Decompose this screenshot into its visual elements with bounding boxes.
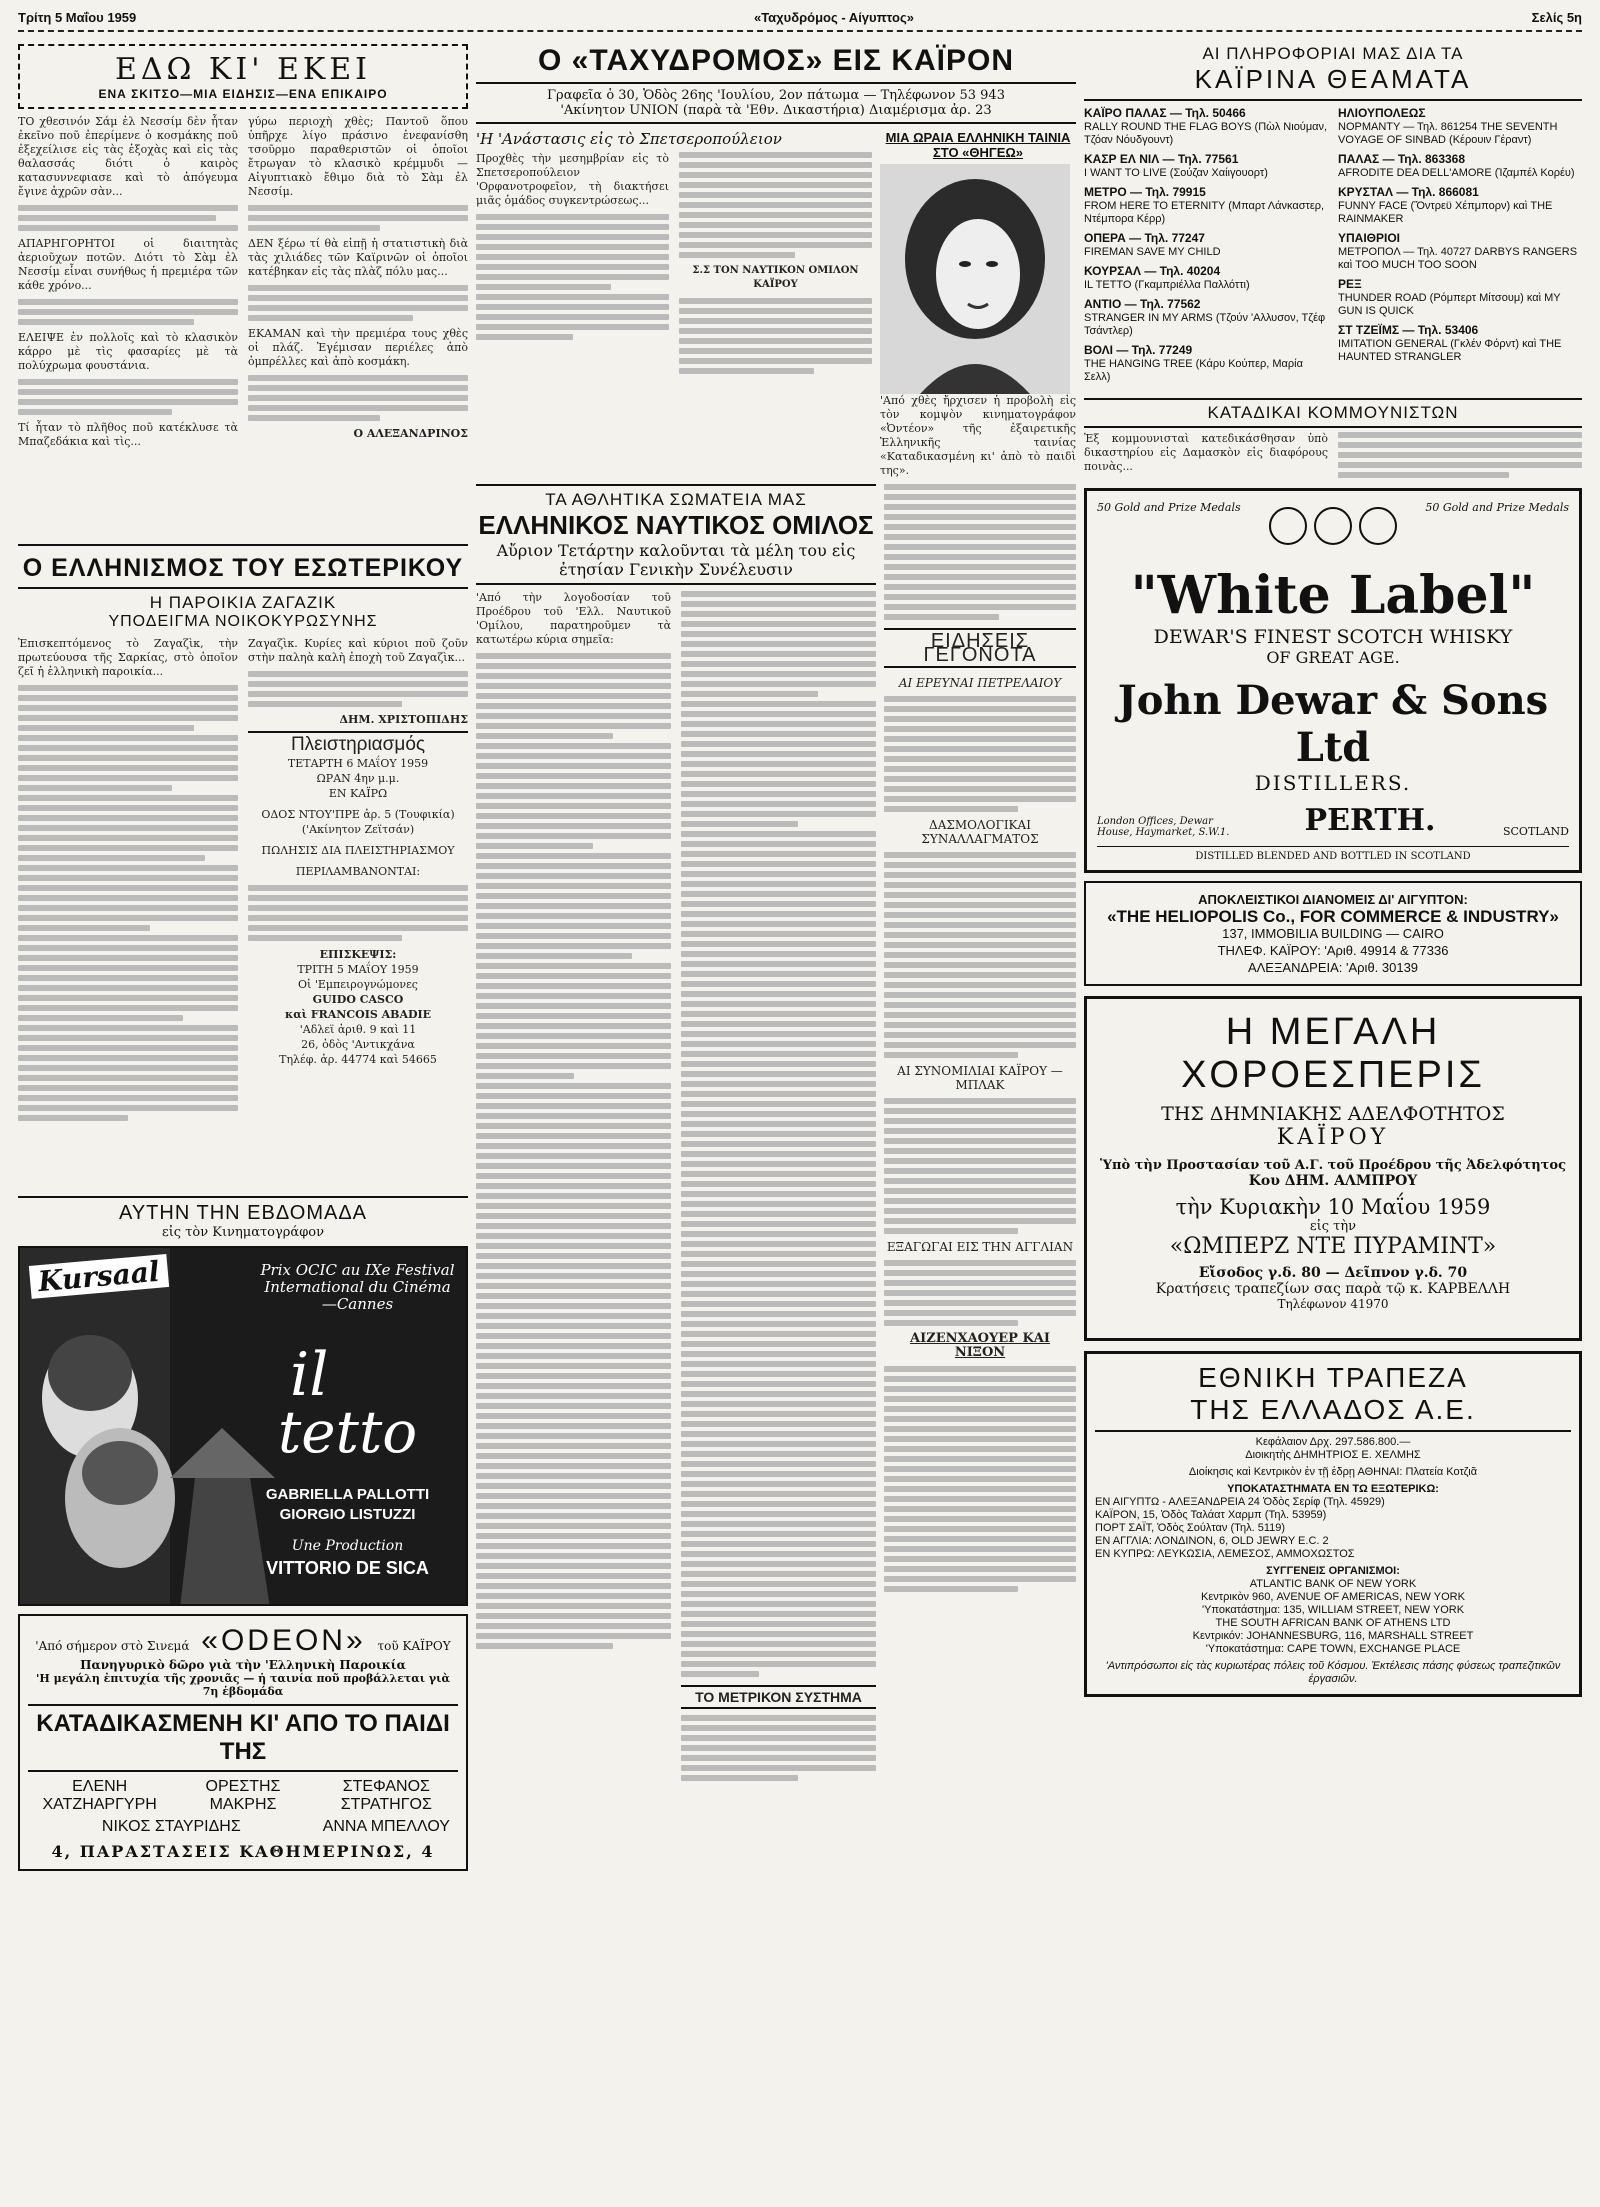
header-page: Σελίς 5η	[1531, 10, 1582, 25]
medals-icon	[1263, 501, 1403, 551]
cinema-listing	[1084, 186, 1328, 226]
anastasis-paragraph: Προχθὲς τὴν μεσημβρίαν εἰς τὸ Σπετσεροπούλειον 'Ορφανοτροφεῖον, τὴ διακτήσει μιᾶς ὁμάδος συγκεντρώσεως...	[476, 152, 669, 207]
odeon-line-2: Πανηγυρικὸ δῶρο γιὰ τὴν 'Ελληνικὴ Παροικία	[80, 1658, 406, 1672]
film-body	[880, 164, 1076, 478]
text-placeholder	[884, 696, 1076, 812]
text-placeholder	[1338, 432, 1582, 478]
distributors-address: 137, IMMOBILIA BUILDING — CAIRO	[1222, 926, 1444, 941]
dewar-distillers: DISTILLERS.	[1254, 771, 1412, 795]
edo-paragraph: ΕΛΕΙΨΕ ἐν πολλοῖς καὶ τὸ κλασικὸν κάρρο μὲ τὶς φασαρίες μὲ τὰ πολύχρωμα φουστάνια.	[18, 331, 238, 372]
text-placeholder	[18, 685, 238, 1121]
distributors-company: «THE HELIOPOLIS Co., FOR COMMERCE & INDUSTRY»	[1107, 907, 1559, 926]
dance-title: Η ΜΕΓΑΛΗ	[1225, 1011, 1441, 1053]
sports-kicker: ΤΑ ΑΘΛΗΤΙΚΑ ΣΩΜΑΤΕΙΑ ΜΑΣ	[545, 490, 807, 509]
text-placeholder	[248, 375, 468, 421]
auction-time: ΩΡΑΝ 4ην μ.μ.	[316, 772, 400, 785]
communists-body	[1084, 432, 1582, 478]
text-placeholder	[679, 152, 872, 258]
anastasis-title: 'Η 'Ανάστασις εἰς τὸ Σπετσεροπούλειον	[476, 130, 782, 148]
visit-label: ΕΠΙΣΚΕΨΙΣ:	[319, 948, 397, 961]
text-placeholder	[884, 1260, 1076, 1326]
dance-ad	[1084, 996, 1582, 1341]
distributors-phone-2: ΑΛΕΞΑΝΔΡΕΙΑ: 'Αριθ. 30139	[1247, 960, 1419, 975]
cinema-listing	[1338, 324, 1582, 364]
bank-affiliate: 'Υποκατάστημα: CAPE TOWN, EXCHANGE PLACE	[1205, 1643, 1461, 1655]
cinema-listing	[1084, 265, 1328, 292]
hellenism-subtitle-2: ΥΠΟΔΕΙΓΜΑ ΝΟΙΚΟΚΥΡΩΣΥΝΗΣ	[108, 613, 378, 630]
dance-phone: Τηλέφωνον 41970	[1277, 1297, 1389, 1311]
text-placeholder	[248, 671, 468, 707]
bank-title: ΕΘΝΙΚΗ ΤΡΑΠΕΖΑ	[1198, 1362, 1468, 1393]
hellenism-paragraph: Ἐπισκεπτόμενος τὸ Ζαγαζὶκ, τὴν πρωτεύουσα τῆς Σαρκίας, στὸ ὁποῖον ζεῖ ἡ ἑλληνικὴ παροικία...	[18, 637, 238, 678]
edo-paragraph: ΑΠΑΡΗΓΟΡΗΤΟΙ οἱ διαιτητὰς ἀεριοῦχων ποτῶν. Διότι τὸ Σὰμ ἐλ Νεσσίμ εἶναι συνήθως ἡ πρεμιέρα τῶν κάθε χρόνο...	[18, 237, 238, 292]
communists-title: ΚΑΤΑΔΙΚΑΙ ΚΟΜΜΟΥΝΙΣΤΩΝ	[1084, 398, 1582, 428]
cinema-film: RALLY ROUND THE FLAG BOYS (Πὼλ Νιούμαν, Τζόαν Νόυδγουντ)	[1084, 121, 1328, 146]
dewar-bottled: DISTILLED BLENDED AND BOTTLED IN SCOTLAND	[1097, 846, 1569, 862]
auction-address-2: ('Ακίνητον Ζεϊτσάν)	[301, 823, 415, 836]
cinema-name: ΡΕΞ	[1338, 277, 1362, 291]
bank-branch: ΕΝ ΑΙΓΥΠΤΩ - ΑΛΕΞΑΝΔΡΕΙΑ 24 Ὁδὸς Σερίφ (Τηλ. 45929)	[1095, 1496, 1385, 1508]
news-subheading: ΑΙ ΣΥΝΟΜΙΛΙΑΙ ΚΑΪΡΟΥ — ΜΠΛΑΚ	[897, 1064, 1063, 1092]
cinema-film: IL TETTO (Γκαμπριέλλα Παλλόττι)	[1084, 279, 1250, 291]
cairo-office-2: 'Ακίνητον UNION (παρὰ τὰ 'Εθν. Δικαστήρια) Διαμέρισμα ἀρ. 23	[476, 103, 1076, 124]
bank-affiliate: Κεντρικὸν 960, AVENUE OF AMERICAS, NEW YORK	[1201, 1591, 1465, 1603]
info-title-2: ΚΑΪΡΙΝΑ ΘΕΑΜΑΤΑ	[1084, 64, 1582, 101]
text-placeholder	[476, 653, 671, 1649]
cinema-name: ΚΑΪΡΟ ΠΑΛΑΣ — Τηλ. 50466	[1084, 106, 1246, 120]
bank-affiliate: ATLANTIC BANK OF NEW YORK	[1249, 1578, 1417, 1590]
cairo-title: Ο «ΤΑΧΥΔΡΟΜΟΣ» ΕΙΣ ΚΑΪΡΟΝ	[476, 44, 1076, 84]
auction-sale: ΠΩΛΗΣΙΣ ΔΙΑ ΠΛΕΙΣΤΗΡΙΑΣΜΟΥ	[261, 844, 455, 857]
edo-paragraph: γύρω περιοχὴ χθὲς; Παντοῦ ὅπου ὑπῆρχε λίγο πράσινο ἐνεφανίσθη τσοῦρμο παραθεριστῶν οἱ ὁποῖοι ἔτρωγαν τὸ κλασικὸ κρέμμυδι — Αἰγυπτιακὸ ἔθιμο διὰ τὸ Σὰμ ἐλ Νεσσίμ.	[248, 115, 468, 198]
bank-capital: Κεφάλαιον Δρχ. 297.586.800.—	[1255, 1436, 1411, 1448]
news-subheading: ΑΙ ΕΡΕΥΝΑΙ ΠΕΤΡΕΛΑΙΟΥ	[898, 676, 1062, 690]
text-placeholder	[18, 379, 238, 415]
cast-member: ΑΝΝΑ ΜΠΕΛΛΟΥ	[322, 1818, 450, 1835]
text-placeholder	[884, 1098, 1076, 1234]
cinema-name: ΜΕΤΡΟ — Τηλ. 79915	[1084, 185, 1206, 199]
header-paper: «Ταχυδρόμος - Αίγυπτος»	[753, 10, 914, 25]
edo-paragraph: ΤΟ χθεσινόν Σάμ ἐλ Νεσσίμ δὲν ἦταν ἐκεῖνο ποῦ ἐπερίμενε ὁ κοσμάκης ποῦ ἐξεχείλισε εἰς τὰς ἐξοχὰς καὶ εἰς τὰς θαλασσάς διότι ὁ καιρὸς κατασυννεφιασε καὶ τὸ ἀπόγευμα ἔγινε ἀχρῶν σὰν...	[18, 115, 238, 198]
metric-title: ΤΟ ΜΕΤΡΙΚΟΝ ΣΥΣΤΗΜΑ	[681, 1685, 876, 1709]
poster-production: Une Production	[291, 1538, 404, 1554]
text-placeholder	[248, 885, 468, 941]
dance-place: «ΩΜΠΕΡΖ ΝΤΕ ΠΥΡΑΜΙΝΤ»	[1169, 1234, 1497, 1259]
cinema-film: IMITATION GENERAL (Γκλέν Φόρντ) καὶ THE HAUNTED STRANGLER	[1338, 338, 1562, 363]
visit-date: ΤΡΙΤΗ 5 ΜΑΐΟΥ 1959	[297, 963, 419, 976]
dance-date: τὴν Κυριακὴν 10 Μαΐου 1959	[1175, 1195, 1491, 1219]
cinema-listing	[1338, 186, 1582, 226]
cinema-name: ΚΑΣΡ ΕΛ ΝΙΛ — Τηλ. 77561	[1084, 152, 1239, 166]
text-placeholder	[18, 299, 238, 325]
visit-name: GUIDO CASCO	[312, 993, 404, 1006]
dewar-london: London Offices, Dewar House, Haymarket, S.W.1.	[1097, 816, 1230, 838]
cinema-film: ΝΟΡΜΑΝΤΥ — Τηλ. 861254 THE SEVENTH VOYAGE OF SINBAD (Κέρουιν Γέραντ)	[1338, 121, 1558, 146]
bank-title-2: ΤΗΣ ΕΛΛΑΔΟΣ Α.Ε.	[1095, 1394, 1571, 1432]
poster-director: VITTORIO DE SICA	[266, 1558, 429, 1578]
bank-branch: ΕΝ ΚΥΠΡΩ: ΛΕΥΚΩΣΙΑ, ΛΕΜΕΣΟΣ, ΑΜΜΟΧΩΣΤΟΣ	[1095, 1548, 1355, 1560]
dance-organizer-2: ΚΑΪΡΟΥ	[1276, 1125, 1390, 1150]
cinema-listing	[1338, 153, 1582, 180]
odeon-name: «ODEON»	[201, 1624, 366, 1657]
cinema-film: THUNDER ROAD (Ρόμπερτ Μίτσουμ) καὶ MY GUN IS QUICK	[1338, 292, 1561, 317]
cinema-name: ΣΤ ΤΖΕΪΜΣ — Τηλ. 53406	[1338, 323, 1479, 337]
cast-member: ΟΡΕΣΤΗΣ ΜΑΚΡΗΣ	[205, 1778, 281, 1813]
text-placeholder	[18, 205, 238, 231]
dewar-age: OF GREAT AGE.	[1266, 648, 1400, 667]
cinema-listing	[1338, 278, 1582, 318]
cinema-name: ΑΝΤΙΟ — Τηλ. 77562	[1084, 297, 1201, 311]
odeon-post: τοῦ ΚΑΪΡΟΥ	[377, 1639, 451, 1653]
bank-director: Διοικητὴς ΔΗΜΗΤΡΙΟΣ Ε. ΧΕΛΜΗΣ	[1245, 1449, 1421, 1461]
poster-title-1: il	[290, 1340, 329, 1410]
dance-title-2: ΧΟΡΟΕΣΠΕΡΙΣ	[1181, 1054, 1485, 1096]
visit-name-2: καὶ FRANCOIS ABADIE	[284, 1008, 432, 1021]
odeon-pre: 'Από σήμερον στὸ Σινεμά	[35, 1639, 190, 1653]
edo-title: ΕΔΩ ΚΙ' ΕΚΕΙ	[114, 52, 372, 87]
hellenism-paragraph: Ζαγαζὶκ. Κυρίες καὶ κύριοι ποῦ ζοῦν στὴν παληὰ καλὴ ἐποχὴ τοῦ Ζαγαζὶκ...	[248, 637, 468, 664]
dewar-city: PERTH.	[1304, 803, 1436, 838]
text-placeholder	[681, 591, 876, 1677]
bank-footer: 'Αντιπρόσωποι εἰς τὰς κυριωτέρας πόλεις τοῦ Κόσμου. Ἐκτέλεσις πάσης φύσεως τραπεζιτικῶν ἐργασιῶν.	[1105, 1660, 1561, 1685]
film-paragraph: 'Από χθὲς ἤρχισεν ἡ προβολὴ εἰς τὸν κομψὸν κινηματογράφον «Ὀντέον» τῆς ἐξαιρετικῆς Ἑλληνικῆς ταινίας «Καταδικασμένη κι' ἀπὸ τὸ παιδὶ της».	[880, 394, 1076, 477]
cinema-film: FUNNY FACE (Ὄντρεϋ Χέπμπορν) καὶ THE RAINMAKER	[1338, 200, 1553, 225]
bank-affiliate: 'Υποκατάστημα: 135, WILLIAM STREET, NEW YORK	[1201, 1604, 1465, 1616]
hellenism-signature: ΔΗΜ. ΧΡΙΣΤΟΠΙΔΗΣ	[339, 713, 468, 726]
dance-patron: Ὑπὸ τὴν Προστασίαν τοῦ Α.Γ. τοῦ Προέδρου τῆς Ἀδελφότητος	[1099, 1158, 1567, 1173]
odeon-line-1	[28, 1624, 458, 1658]
news-title: ΕΙΔΗΣΕΙΣ ΓΕΓΟΝΟΤΑ	[884, 628, 1076, 668]
dewar-company: John Dewar & Sons Ltd	[1117, 677, 1549, 771]
odeon-line-3: 'Η μεγάλη ἐπιτυχία τῆς χρονιᾶς — ἡ ταινία ποῦ προβάλλεται γιὰ 7η ἑβδομάδα	[36, 1672, 450, 1698]
sports-body	[476, 591, 876, 1781]
distributors-title: ΑΠΟΚΛΕΙΣΤΙΚΟΙ ΔΙΑΝΟΜΕΙΣ ΔΙ' ΑΙΓΥΠΤΟΝ:	[1198, 892, 1468, 907]
odeon-film-title: ΚΑΤΑΔΙΚΑΣΜΕΝΗ ΚΙ' ΑΠΟ ΤΟ ΠΑΙΔΙ ΤΗΣ	[28, 1704, 458, 1772]
cinema-listing	[1084, 344, 1328, 384]
medals-left: 50 Gold and Prize Medals	[1097, 501, 1241, 514]
news-subheading: ΕΞΑΓΩΓΑΙ ΕΙΣ ΤΗΝ ΑΓΓΛΙΑΝ	[886, 1240, 1074, 1254]
il-tetto-poster	[18, 1246, 468, 1606]
bank-affiliate: THE SOUTH AFRICAN BANK OF ATHENS LTD	[1215, 1617, 1451, 1629]
distributors-box	[1084, 881, 1582, 986]
dewar-tagline: DEWAR'S FINEST SCOTCH WHISKY	[1153, 626, 1513, 648]
dewar-brand: "White Label"	[1130, 565, 1536, 626]
communists-paragraph: Ἐξ κομμουνισταὶ κατεδικάσθησαν ὑπὸ δικαστηρίου εἰς Δαμασκὸν εἰς διαφόρους ποινὰς...	[1084, 432, 1328, 473]
dance-reserve: Κρατήσεις τραπεζίων σας παρὰ τῷ κ. ΚΑΡΒΕΛΛΗ	[1155, 1281, 1511, 1297]
film-title: ΜΙΑ ΩΡΑΙΑ ΕΛΛΗΝΙΚΗ ΤΑΙΝΙΑ ΣΤΟ «ΘΗΓΕΩ»	[885, 130, 1071, 160]
cinema-film: AFRODITE DEA DELL'AMORE (Ἰζαμπέλ Κορέυ)	[1338, 167, 1575, 179]
hellenism-body	[18, 637, 468, 1192]
auction-address: ΟΔΟΣ ΝΤΟΥ'ΠΡΕ ἀρ. 5 (Τουφικία)	[261, 808, 455, 821]
week-title: ΑΥΤΗΝ ΤΗΝ ΕΒΔΟΜΑΔΑ	[118, 1202, 368, 1224]
cinema-film: FIREMAN SAVE MY CHILD	[1084, 246, 1221, 258]
edo-paragraph: ΕΚΑΜΑΝ καὶ τὴν πρεμιέρα τους χθὲς οἱ πλάζ. Ἐγέμισαν περιέλες ἀπὸ ὁμπρέλλες καὶ ἀπὸ κοσμάκη.	[248, 327, 468, 368]
odeon-ad	[18, 1614, 468, 1871]
dance-patron-2: Κου ΔΗΜ. ΑΛΜΠΡΟΥ	[1248, 1173, 1418, 1189]
actress-photo	[880, 164, 1070, 394]
dance-organizer: ΤΗΣ ΔΗΜΝΙΑΚΗΣ ΑΔΕΛΦΟΤΗΤΟΣ	[1161, 1103, 1505, 1125]
dewar-ad	[1084, 488, 1582, 873]
anastasis-body	[476, 152, 872, 374]
poster-kursaal: Kursaal	[29, 1254, 169, 1299]
edo-signature: Ο ΑΛΕΞΑΝΔΡΙΝΟΣ	[353, 427, 468, 440]
cinema-listings	[1084, 107, 1582, 390]
poster-actor-1: GABRIELLA PALLOTTI	[265, 1486, 430, 1503]
cast-member: ΝΙΚΟΣ ΣΤΑΥΡΙΔΗΣ	[101, 1818, 241, 1835]
text-placeholder	[248, 205, 468, 231]
auction-contains: ΠΕΡΙΛΑΜΒΑΝΟΝΤΑΙ:	[295, 865, 421, 878]
cinema-name: ΟΠΕΡΑ — Τηλ. 77247	[1084, 231, 1205, 245]
auction-notice	[248, 734, 468, 1067]
column-middle	[476, 44, 1076, 2197]
hellenism-subtitle: Η ΠΑΡΟΙΚΙΑ ΖΑΓΑΖΙΚ	[149, 593, 337, 612]
auction-place: ΕΝ ΚΑΪΡΩ	[328, 787, 388, 800]
sports-paragraph: 'Από τὴν λογοδοσίαν τοῦ Προέδρου τοῦ 'Ελλ. Ναυτικοῦ 'Ομίλου, παρατηροῦμεν τὰ κατωτέρω κύρια σημεῖα:	[476, 591, 671, 646]
hellenism-title: Ο ΕΛΛΗΝΙΣΜΟΣ ΤΟΥ ΕΣΩΤΕΡΙΚΟΥ	[18, 550, 468, 589]
bank-ad	[1084, 1351, 1582, 1697]
poster-title-2: tetto	[278, 1398, 418, 1466]
bank-branch: ΕΝ ΑΓΓΛΙΑ: ΛΟΝΔΙΝΟΝ, 6, OLD JEWRY E.C. 2	[1095, 1535, 1329, 1547]
column-right	[1084, 44, 1582, 2197]
visit-address: 'Αδλεϊ ἀριθ. 9 καὶ 11	[299, 1023, 417, 1036]
edo-paragraph: Τί ἦταν τὸ πλῆθος ποῦ κατέκλυσε τὰ Μπαζεδάκια καὶ τὶς...	[18, 421, 238, 448]
bank-branch: ΠΟΡΤ ΣΑΪΤ, Ὁδὸς Σούλταν (Τηλ. 5119)	[1095, 1522, 1286, 1534]
dance-place-pre: εἰς τὴν	[1309, 1219, 1357, 1234]
text-placeholder	[681, 1715, 876, 1781]
odeon-shows: 4, ΠΑΡΑΣΤΑΣΕΙΣ ΚΑΘΗΜΕΡΙΝΩΣ, 4	[51, 1842, 435, 1861]
medals-right: 50 Gold and Prize Medals	[1425, 501, 1569, 514]
nautical-kicker: Σ.Σ ΤΟΝ ΝΑΥΤΙΚΟΝ ΟΜΙΛΟΝ ΚΑΪΡΟΥ	[692, 265, 859, 290]
edo-body	[18, 115, 468, 540]
dewar-country: SCOTLAND	[1502, 825, 1569, 838]
week-subtitle: εἰς τὸν Κινηματογράφον	[161, 1225, 325, 1240]
poster-prize: Prix OCIC au IXe Festival International du Cinéma—Cannes	[260, 1261, 455, 1313]
cinema-listing	[1338, 232, 1582, 272]
auction-date: ΤΕΤΑΡΤΗ 6 ΜΑΐΟΥ 1959	[287, 757, 429, 770]
cairo-office: Γραφεῖα ὁ 30, Ὁδὸς 26ης 'Ιουλίου, 2ον πάτωμα — Τηλέφωνον 53 943	[547, 88, 1005, 103]
visit-who: Οἱ 'Εμπειρογνώμονες	[298, 978, 418, 991]
cinema-name: ΥΠΑΙΘΡΙΟΙ	[1338, 231, 1401, 245]
cast-member: ΕΛΕΝΗ ΧΑΤΖΗΑΡΓΥΡΗ	[42, 1778, 157, 1813]
edo-paragraph: ΔΕΝ ξέρω τί θὰ εἰπῇ ἡ στατιστικὴ διὰ τὰς χιλιάδες τῶν Καϊρινῶν οἱ ὁποῖοι κατέβηκαν εἰς τὰς πλὰζ πόλυ μας...	[248, 237, 468, 278]
bank-affiliate: Κεντρικόν: JOHANNESBURG, 116, MARSHALL STREET	[1192, 1630, 1474, 1642]
cinema-name: ΒΟΛΙ — Τηλ. 77249	[1084, 343, 1193, 357]
cinema-film: STRANGER IN MY ARMS (Τζούν 'Αλλυσον, Τζέφ Τσάντλερ)	[1084, 312, 1326, 337]
bank-affiliates-title: ΣΥΓΓΕΝΕΙΣ ΟΡΓΑΝΙΣΜΟΙ:	[1266, 1565, 1400, 1577]
auction-title: Πλειστηριασμός	[290, 734, 426, 755]
cinema-listing	[1084, 298, 1328, 338]
news-subheading: ΔΑΣΜΟΛΟΓΙΚΑΙ ΣΥΝΑΛΛΑΓΜΑΤΟΣ	[921, 818, 1039, 846]
cinema-name: ΠΑΛΑΣ — Τηλ. 863368	[1338, 152, 1466, 166]
odeon-cast	[28, 1778, 458, 1836]
poster-actor-2: GIORGIO LISTUZZI	[279, 1506, 416, 1523]
cinema-film: I WANT TO LIVE (Σούζαν Χαίιγουορτ)	[1084, 167, 1268, 179]
cinema-film: ΜΕΤΡΟΠΟΛ — Τηλ. 40727 DARBYS RANGERS καὶ TOO MUCH TOO SOON	[1338, 246, 1578, 271]
header-date: Τρίτη 5 Μαΐου 1959	[18, 10, 137, 25]
text-placeholder	[476, 214, 669, 340]
cinema-listing	[1338, 107, 1582, 147]
cinema-film: THE HANGING TREE (Κάρυ Κούπερ, Μαρία Σελλ)	[1084, 358, 1303, 383]
text-placeholder	[679, 298, 872, 374]
cinema-listing	[1084, 107, 1328, 147]
cinema-film: FROM HERE TO ETERNITY (Μπαρτ Λάνκαστερ, Ντέμπορα Κέρρ)	[1084, 200, 1325, 225]
cinema-name: ΗΛΙΟΥΠΟΛΕΩΣ	[1338, 106, 1426, 120]
text-placeholder	[884, 1366, 1076, 1592]
sports-subtitle: Αὔριον Τετάρτην καλοῦνται τὰ μέλη του εἰς ἐτησίαν Γενικὴν Συνέλευσιν	[496, 541, 856, 579]
cast-member: ΣΤΕΦΑΝΟΣ ΣΤΡΑΤΗΓΟΣ	[340, 1778, 432, 1813]
text-placeholder	[884, 852, 1076, 1058]
cinema-name: ΚΟΥΡΣΑΛ — Τηλ. 40204	[1084, 264, 1221, 278]
page-header	[18, 10, 1582, 32]
visit-address-2: 26, ὁδὸς 'Αντικχάνα	[301, 1038, 415, 1051]
cinema-listing	[1084, 153, 1328, 180]
text-placeholder	[884, 484, 1076, 620]
edo-box	[18, 44, 468, 109]
visit-phone: Τηλέφ. ἀρ. 44774 καὶ 54665	[279, 1053, 437, 1066]
column-left	[18, 44, 468, 2197]
bank-branch: ΚΑΪΡΟΝ, 15, Ὁδὸς Ταλάατ Χαρμπ (Τηλ. 53959)	[1095, 1509, 1327, 1521]
sports-title: ΕΛΛΗΝΙΚΟΣ ΝΑΥΤΙΚΟΣ ΟΜΙΛΟΣ	[478, 510, 874, 540]
edo-subtitle: ΕΝΑ ΣΚΙΤΣΟ—ΜΙΑ ΕΙΔΗΣΙΣ—ΕΝΑ ΕΠΙΚΑΙΡΟ	[98, 87, 388, 101]
distributors-phone: ΤΗΛΕΦ. ΚΑΪΡΟΥ: 'Αριθ. 49914 & 77336	[1217, 943, 1449, 958]
bank-hq: Διοίκησις καὶ Κεντρικὸν ἐν τῇ ἑδρῃ ΑΘΗΝΑΙ: Πλατεία Κοτζιᾶ	[1188, 1466, 1478, 1478]
info-title: ΑΙ ΠΛΗΡΟΦΟΡΙΑΙ ΜΑΣ ΔΙΑ ΤΑ	[1202, 44, 1464, 63]
cinema-name: ΚΡΥΣΤΑΛ — Τηλ. 866081	[1338, 185, 1479, 199]
cinema-listing	[1084, 232, 1328, 259]
news-subheading: ΑΙΖΕΝΧΑΟΥΕΡ ΚΑΙ ΝΙΞΟΝ	[910, 1331, 1050, 1360]
bank-branches-title: ΥΠΟΚΑΤΑΣΤΗΜΑΤΑ ΕΝ ΤΩ ΕΞΩΤΕΡΙΚΩ:	[1227, 1483, 1439, 1495]
dance-entry: Εἴσοδος γ.δ. 80 — Δεῖπνον γ.δ. 70	[1198, 1265, 1468, 1281]
text-placeholder	[248, 285, 468, 321]
